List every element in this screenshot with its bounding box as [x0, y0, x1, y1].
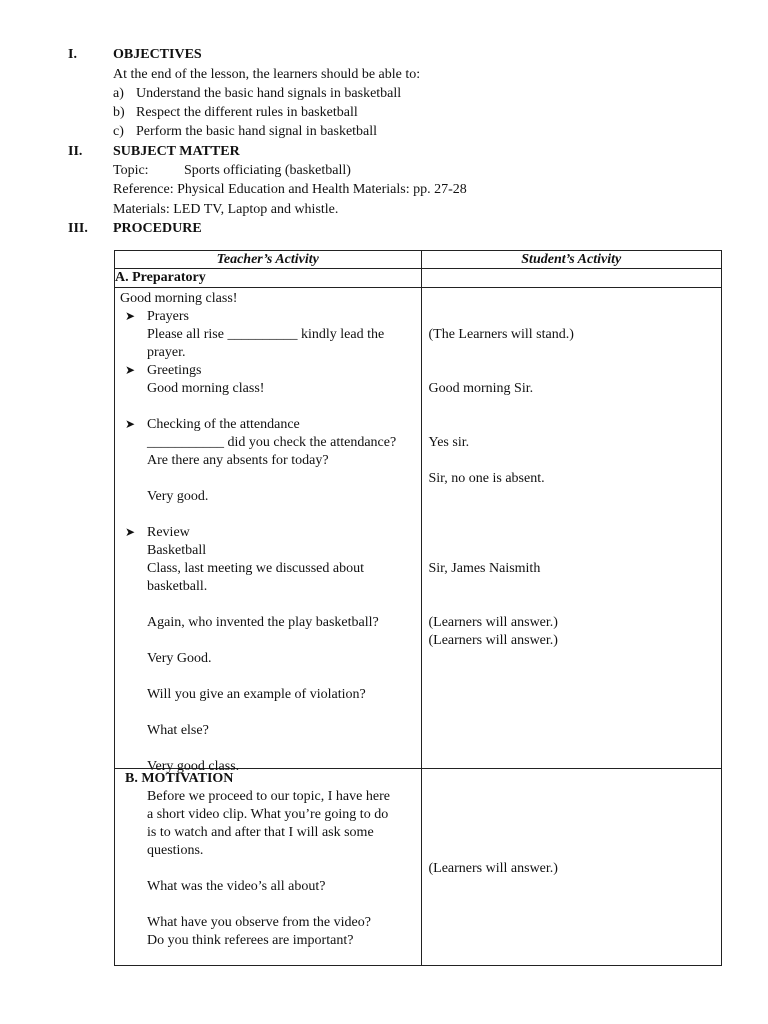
- table-row-motivation: [115, 769, 722, 966]
- teacher-line: Will you give an example of violation?: [147, 687, 366, 702]
- objective-item-b: [113, 104, 358, 122]
- teacher-line: ___________ did you check the attendance?: [147, 435, 397, 450]
- section-title-objectives: OBJECTIVES: [113, 47, 202, 62]
- column-header-student: Student’s Activity: [421, 251, 722, 269]
- teacher-line: Please all rise __________ kindly lead the: [147, 327, 385, 342]
- motivation-teacher-cell: [115, 769, 422, 966]
- teacher-line: questions.: [147, 843, 204, 858]
- objective-text: Understand the basic hand signals in basketball: [136, 86, 402, 101]
- objective-text: Respect the different rules in basketball: [136, 105, 358, 120]
- topic-label: Topic:: [113, 163, 149, 178]
- motivation-student-cell: [421, 769, 722, 966]
- teacher-line: Good morning class!: [147, 381, 265, 396]
- student-line: Sir, no one is absent.: [428, 471, 545, 486]
- teacher-line: Are there any absents for today?: [147, 453, 329, 468]
- objective-item-c: [113, 123, 377, 141]
- table-row-preparatory: [115, 288, 722, 769]
- objective-letter: c): [113, 124, 124, 139]
- preparatory-student-cell: [421, 288, 722, 769]
- section-b-label: B. MOTIVATION: [125, 771, 234, 786]
- student-line: (Learners will answer.): [428, 615, 558, 630]
- student-line: (Learners will answer.): [428, 633, 558, 648]
- materials-line: Materials: LED TV, Laptop and whistle.: [113, 202, 339, 217]
- teacher-line: Very Good.: [147, 651, 212, 666]
- student-line: (Learners will answer.): [428, 861, 558, 876]
- arrow-bullet-icon: ➤: [124, 417, 136, 431]
- arrow-bullet-icon: ➤: [124, 525, 136, 539]
- teacher-line: Do you think referees are important?: [147, 933, 354, 948]
- teacher-line: Checking of the attendance: [147, 417, 300, 432]
- teacher-line: Greetings: [147, 363, 202, 378]
- teacher-line: a short video clip. What you’re going to do: [147, 807, 389, 822]
- section-number-subject-matter: II.: [68, 144, 83, 159]
- topic-value: Sports officiating (basketball): [184, 163, 351, 178]
- arrow-bullet-icon: ➤: [124, 363, 136, 377]
- teacher-line: Before we proceed to our topic, I have here: [147, 789, 390, 804]
- teacher-line: Very good class.: [147, 759, 240, 774]
- section-title-subject-matter: SUBJECT MATTER: [113, 144, 240, 159]
- student-line: Good morning Sir.: [428, 381, 534, 396]
- topic-line: [113, 162, 351, 180]
- teacher-line: prayer.: [147, 345, 186, 360]
- arrow-bullet-icon: ➤: [124, 309, 136, 323]
- teacher-line: Prayers: [147, 309, 189, 324]
- objective-letter: a): [113, 86, 124, 101]
- teacher-line: is to watch and after that I will ask some: [147, 825, 374, 840]
- teacher-line: Review: [147, 525, 190, 540]
- section-number-objectives: I.: [68, 47, 77, 62]
- teacher-line: What have you observe from the video?: [147, 915, 371, 930]
- teacher-line: What else?: [147, 723, 209, 738]
- student-line: Yes sir.: [428, 435, 470, 450]
- objective-letter: b): [113, 105, 125, 120]
- teacher-line: basketball.: [147, 579, 208, 594]
- objective-text: Perform the basic hand signal in basketball: [136, 124, 378, 139]
- teacher-line: What was the video’s all about?: [147, 879, 326, 894]
- student-line: (The Learners will stand.): [428, 327, 574, 342]
- column-header-teacher: Teacher’s Activity: [115, 251, 422, 269]
- table-header-row: [115, 251, 722, 269]
- student-line: Sir, James Naismith: [428, 561, 541, 576]
- objectives-intro: At the end of the lesson, the learners should be able to:: [113, 67, 421, 82]
- procedure-table: [114, 250, 722, 966]
- teacher-line: Very good.: [147, 489, 209, 504]
- preparatory-teacher-cell: [115, 288, 422, 774]
- section-title-procedure: PROCEDURE: [113, 221, 202, 236]
- teacher-line: Good morning class!: [120, 291, 238, 306]
- objective-item-a: [113, 85, 401, 103]
- table-row-section-a: [115, 269, 722, 288]
- teacher-line: Again, who invented the play basketball?: [147, 615, 379, 630]
- teacher-line: Basketball: [147, 543, 207, 558]
- reference-line: Reference: Physical Education and Health Materials: pp. 27-28: [113, 182, 467, 197]
- section-number-procedure: III.: [68, 221, 88, 236]
- teacher-line: Class, last meeting we discussed about: [147, 561, 364, 576]
- section-a-label: A. Preparatory: [115, 269, 422, 288]
- section-a-empty-cell: [421, 269, 722, 288]
